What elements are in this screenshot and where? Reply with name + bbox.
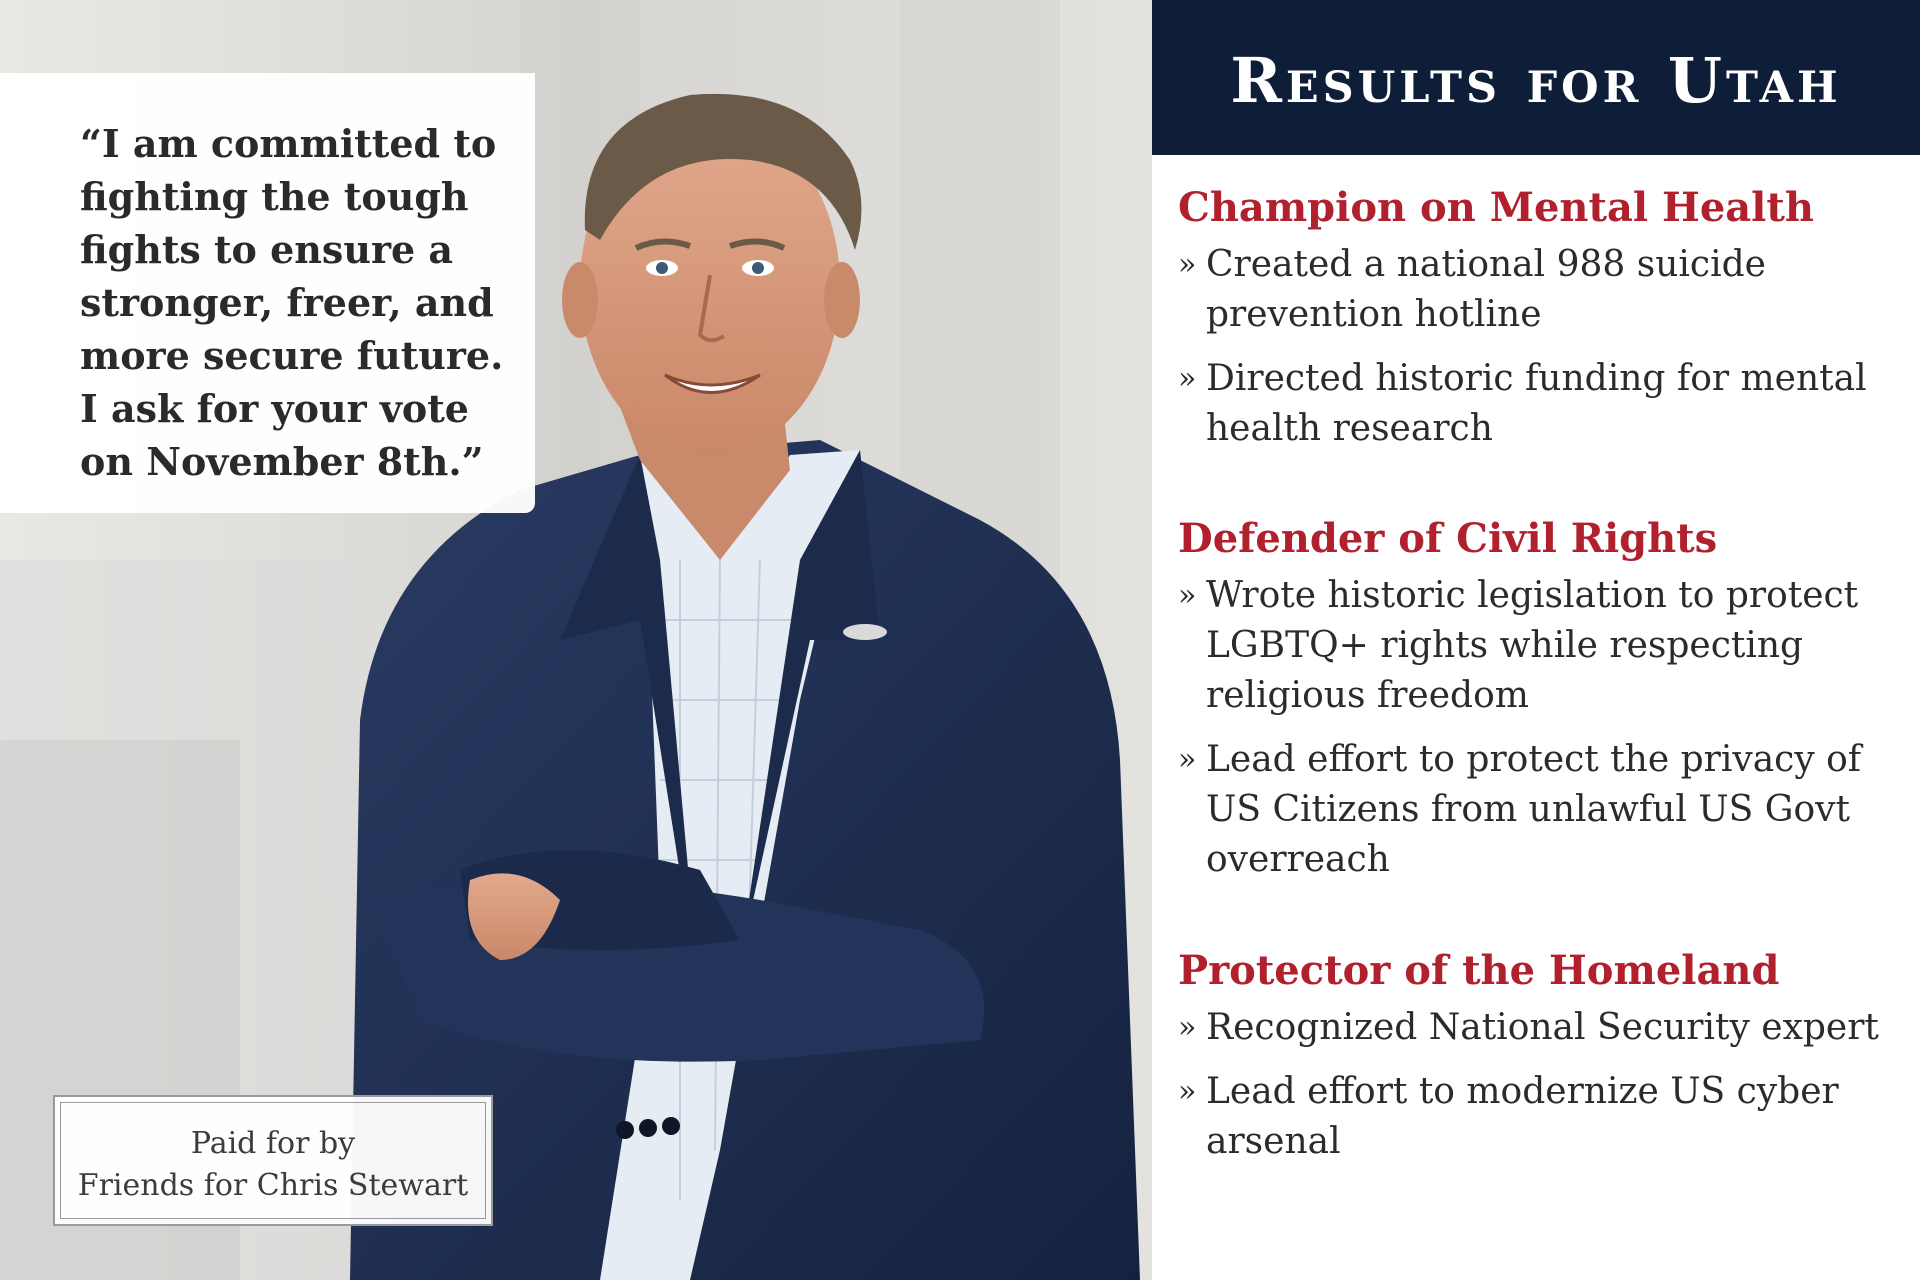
disclaimer-line-2: Friends for Chris Stewart bbox=[77, 1168, 469, 1203]
bullet-text: Directed historic funding for mental health research bbox=[1206, 358, 1867, 449]
list-item bbox=[1178, 735, 1908, 885]
disclaimer-line-1: Paid for by bbox=[190, 1126, 356, 1161]
bullet-text: Created a national 988 suicide prevention hotline bbox=[1206, 244, 1766, 335]
panel-title: Results for Utah bbox=[1230, 44, 1842, 117]
bullet-text: Wrote historic legislation to protect LGBTQ+ rights while respecting religious freedom bbox=[1206, 575, 1859, 716]
list-item bbox=[1178, 354, 1908, 454]
bullet-marker: » bbox=[1178, 578, 1197, 613]
list-item bbox=[1178, 571, 1908, 721]
bullet-marker: » bbox=[1178, 742, 1197, 777]
bullet-marker: » bbox=[1178, 1010, 1197, 1045]
list-item bbox=[1178, 1003, 1908, 1053]
list-item bbox=[1178, 240, 1908, 340]
section-civil-rights bbox=[1178, 513, 1908, 899]
bullet-text: Lead effort to modernize US cyber arsenal bbox=[1206, 1071, 1839, 1162]
candidate-quote: “I am committed to fighting the tough fights to ensure a stronger, freer, and more secure future. I ask for your vote on November 8th.” bbox=[80, 121, 504, 484]
list-item bbox=[1178, 1067, 1908, 1167]
title-bar bbox=[1152, 0, 1920, 155]
bullet-marker: » bbox=[1178, 361, 1197, 396]
section-mental-health bbox=[1178, 182, 1908, 468]
results-panel bbox=[1152, 0, 1920, 1280]
bullet-text: Lead effort to protect the privacy of US Citizens from unlawful US Govt overreach bbox=[1206, 739, 1862, 880]
bullet-text: Recognized National Security expert bbox=[1206, 1007, 1879, 1048]
section-homeland bbox=[1178, 945, 1908, 1181]
bullet-marker: » bbox=[1178, 1074, 1197, 1109]
paid-for-disclaimer bbox=[53, 1095, 493, 1226]
section-heading: Champion on Mental Health bbox=[1178, 184, 1814, 231]
bullet-marker: » bbox=[1178, 247, 1197, 282]
section-heading: Protector of the Homeland bbox=[1178, 947, 1780, 994]
section-heading: Defender of Civil Rights bbox=[1178, 515, 1718, 562]
quote-box bbox=[0, 73, 535, 513]
